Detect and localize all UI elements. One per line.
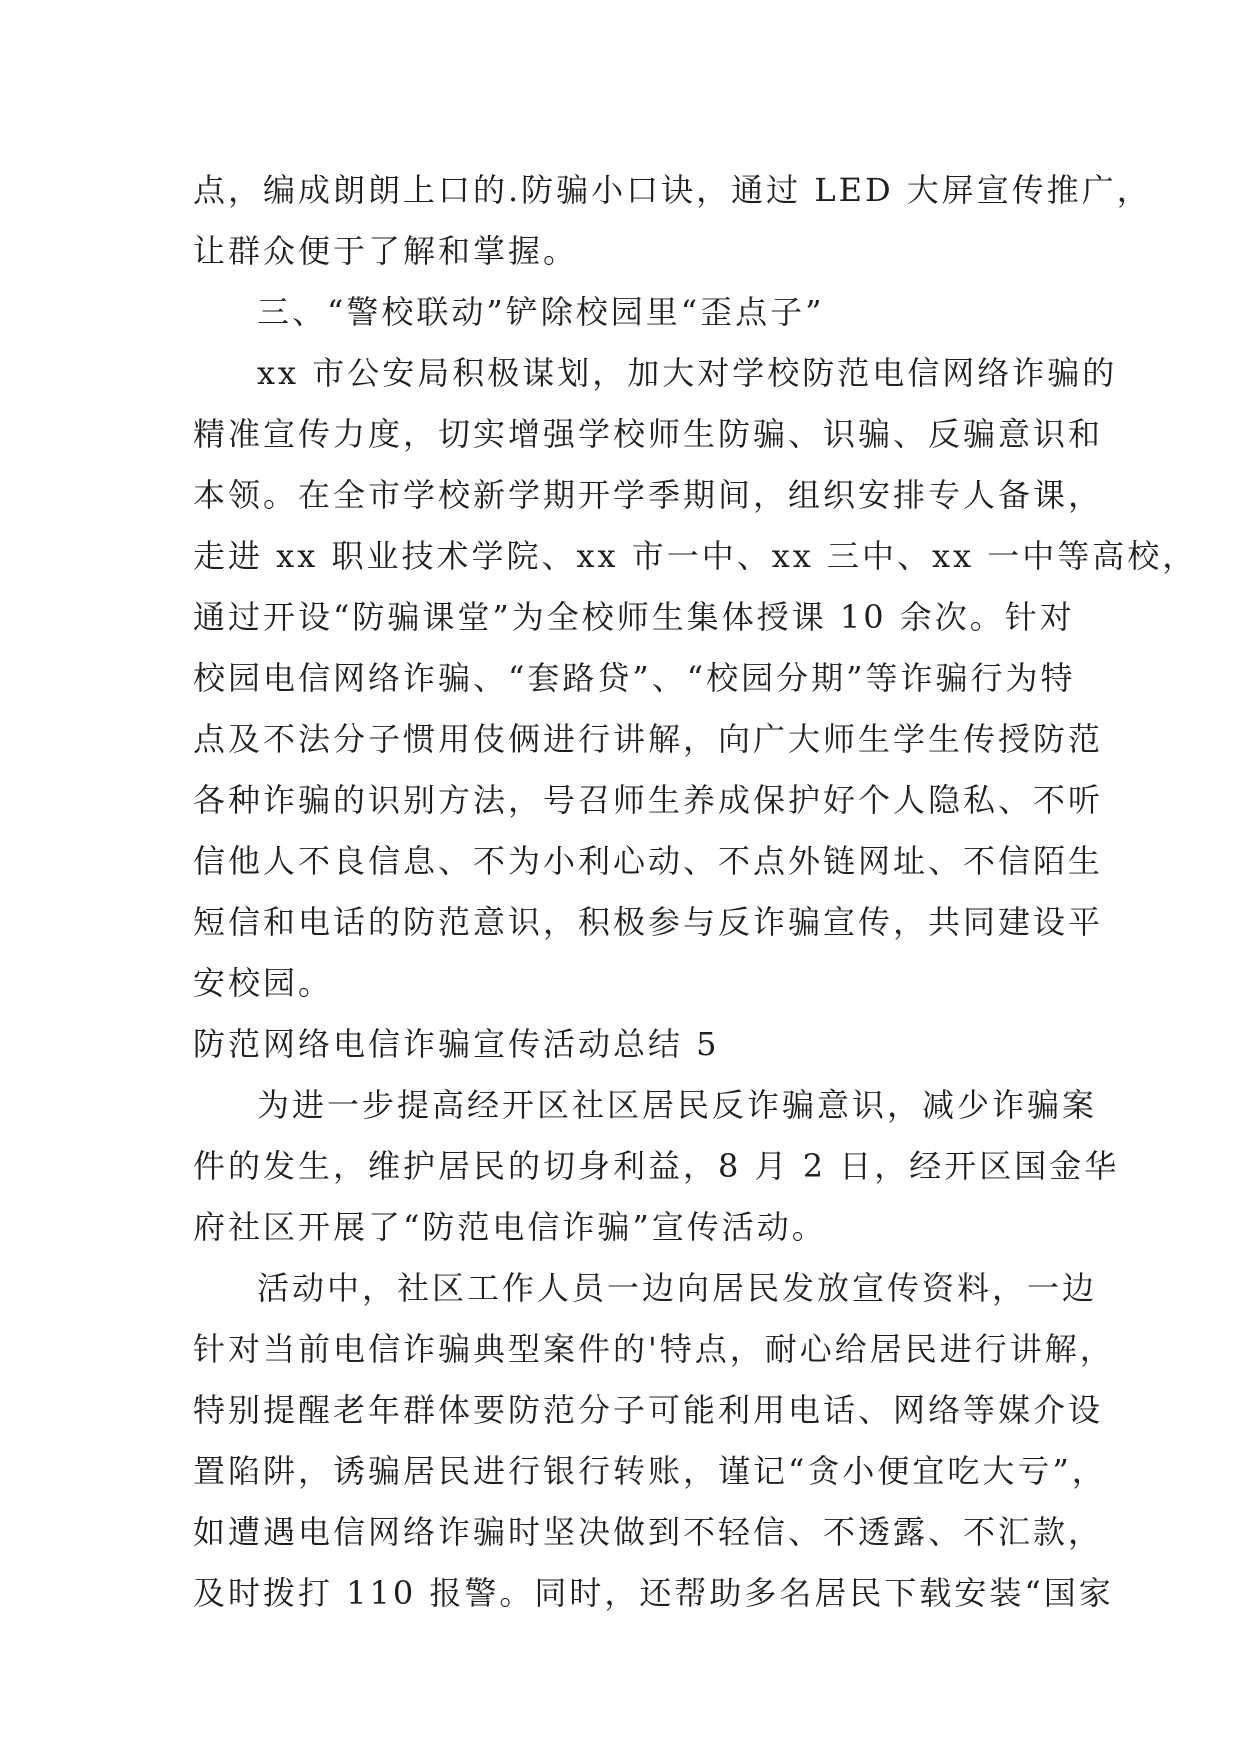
body-line: 活动中，社区工作人员一边向居民发放宣传资料，一边 xyxy=(257,1269,1098,1307)
body-line: 针对当前电信诈骗典型案件的'特点，耐心给居民进行讲解， xyxy=(193,1330,1115,1368)
document-body xyxy=(193,160,1198,1624)
section-heading: 三、“警校联动”铲除校园里“歪点子” xyxy=(257,293,825,331)
body-line: 走进 xx 职业技术学院、xx 市一中、xx 三中、xx 一中等高校， xyxy=(193,537,1198,575)
body-line: 本领。在全市学校新学期开学季期间，组织安排专人备课， xyxy=(193,476,1104,514)
body-line: 点及不法分子惯用伎俩进行讲解，向广大师生学生传授防范 xyxy=(193,720,1104,758)
body-line: 安校园。 xyxy=(193,964,334,1002)
body-line: 府社区开展了“防范电信诈骗”宣传活动。 xyxy=(193,1208,827,1246)
body-line: 通过开设“防骗课堂”为全校师生集体授课 10 余次。针对 xyxy=(193,598,1075,636)
body-line: 短信和电话的防范意识，积极参与反诈骗宣传，共同建设平 xyxy=(193,903,1104,941)
body-line: 精准宣传力度，切实增强学校师生防骗、识骗、反骗意识和 xyxy=(193,415,1104,453)
section-title: 防范网络电信诈骗宣传活动总结 5 xyxy=(193,1025,720,1063)
body-line: 置陷阱，诱骗居民进行银行转账，谨记“贪小便宜吃大亏”， xyxy=(193,1452,1107,1490)
body-line: 为进一步提高经开区社区居民反诈骗意识，减少诈骗案 xyxy=(257,1086,1098,1124)
body-line: 及时拨打 110 报警。同时，还帮助多名居民下载安装“国家 xyxy=(193,1574,1114,1612)
body-line: 各种诈骗的识别方法，号召师生养成保护好个人隐私、不听 xyxy=(193,781,1104,819)
body-line: 信他人不良信息、不为小利心动、不点外链网址、不信陌生 xyxy=(193,842,1104,880)
body-line: 件的发生，维护居民的切身利益，8 月 2 日，经开区国金华 xyxy=(193,1147,1120,1185)
body-line: 如遭遇电信网络诈骗时坚决做到不轻信、不透露、不汇款， xyxy=(193,1513,1104,1551)
body-line: 让群众便于了解和掌握。 xyxy=(193,232,579,270)
body-line: xx 市公安局积极谋划，加大对学校防范电信网络诈骗的 xyxy=(257,354,1118,392)
body-line: 点，编成朗朗上口的.防骗小口诀，通过 LED 大屏宣传推广， xyxy=(193,171,1152,209)
body-line: 特别提醒老年群体要防范分子可能利用电话、网络等媒介设 xyxy=(193,1391,1104,1429)
body-line: 校园电信网络诈骗、“套路贷”、“校园分期”等诈骗行为特 xyxy=(193,659,1076,697)
